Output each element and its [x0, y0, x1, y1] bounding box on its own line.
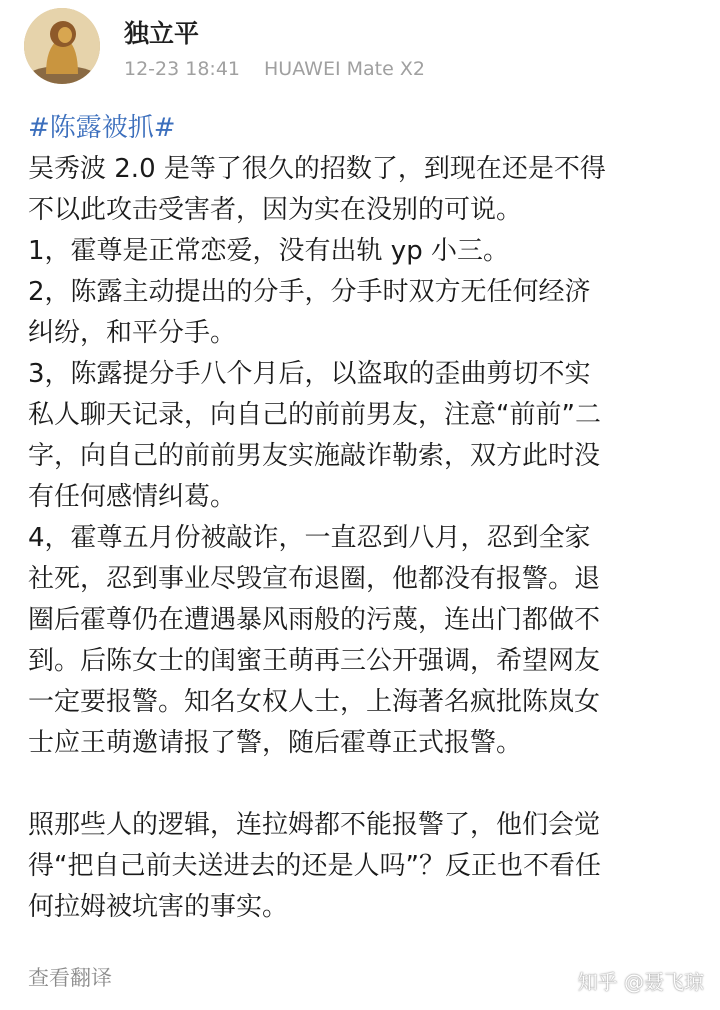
watermark: 知乎 @聂飞琼 — [577, 970, 704, 994]
lion-avatar-image — [24, 8, 100, 84]
post-text-line: 社死，忍到事业尽毁宣布退圈，他都没有报警。退 — [28, 564, 601, 594]
post-text-line: 圈后霍尊仍在遭遇暴风雨般的污蔑，连出门都做不 — [28, 605, 601, 635]
post-text-line: 私人聊天记录，向自己的前前男友，注意“前前”二 — [28, 400, 601, 430]
post-body — [28, 108, 698, 928]
post-text-line: 照那些人的逻辑，连拉姆都不能报警了，他们会觉 — [28, 810, 601, 840]
post-text-line: 纠纷，和平分手。 — [28, 318, 237, 348]
post-text-line: 到。后陈女士的闺蜜王萌再三公开强调，希望网友 — [28, 646, 601, 676]
post-meta — [124, 58, 425, 80]
translate-button[interactable]: 查看翻译 — [28, 966, 112, 990]
post-text-line — [28, 764, 698, 805]
post-text-line: 4，霍尊五月份被敲诈，一直忍到八月，忍到全家 — [28, 523, 591, 553]
post-text-line: 一定要报警。知名女权人士，上海著名疯批陈岚女 — [28, 687, 601, 717]
author-name[interactable]: 独立平 — [124, 19, 200, 48]
post-text-line: 不以此攻击受害者，因为实在没别的可说。 — [28, 195, 523, 225]
post-text-line: 士应王萌邀请报了警，随后霍尊正式报警。 — [28, 728, 523, 758]
post-text-line: 3，陈露提分手八个月后，以盗取的歪曲剪切不实 — [28, 359, 591, 389]
post-text-line: 2，陈露主动提出的分手，分手时双方无任何经济 — [28, 277, 591, 307]
post-time: 12-23 18:41 — [124, 58, 241, 80]
post-text — [28, 149, 698, 928]
avatar[interactable] — [24, 8, 100, 84]
post-text-line: 1，霍尊是正常恋爱，没有出轨 yp 小三。 — [28, 236, 509, 266]
post-device: HUAWEI Mate X2 — [264, 58, 425, 80]
post-text-line: 字，向自己的前前男友实施敲诈勒索，双方此时没 — [28, 441, 601, 471]
post-text-line: 何拉姆被坑害的事实。 — [28, 892, 289, 922]
post-text-line: 有任何感情纠葛。 — [28, 482, 237, 512]
topic-hashtag[interactable]: #陈露被抓# — [28, 113, 176, 143]
post-text-line: 吴秀波 2.0 是等了很久的招数了，到现在还是不得 — [28, 154, 606, 184]
post-header — [0, 0, 720, 100]
post-text-line: 得“把自己前夫送进去的还是人吗”？反正也不看任 — [28, 851, 601, 881]
